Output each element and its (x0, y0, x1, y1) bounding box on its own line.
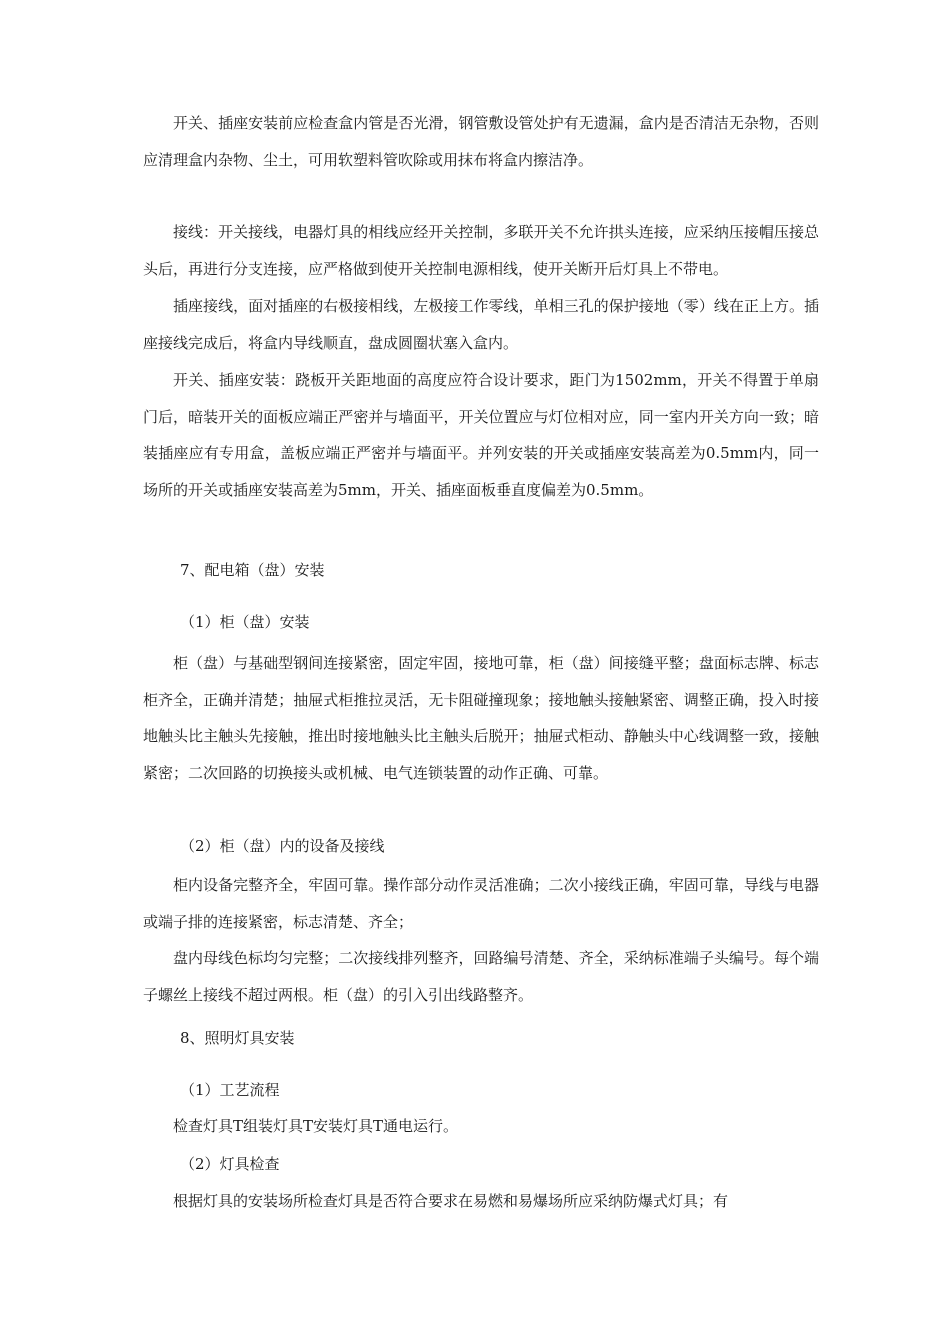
paragraph-switch-socket-check: 开关、插座安装前应检查盒内管是否光滑，钢管敷设管处护有无遗漏，盒内是否清洁无杂物，否则应清理盒内杂物、尘土，可用软塑料管吹除或用抹布将盒内擦洁净。 (143, 114, 819, 169)
subheading-7-1: （1）柜（盘）安装 (180, 613, 310, 631)
subheading-8-1: （1）工艺流程 (180, 1081, 280, 1099)
paragraph-cabinet-equipment: 柜内设备完整齐全，牢固可靠。操作部分动作灵活准确；二次小接线正确，牢固可靠，导线与电器或端子排的连接紧密，标志清楚、齐全； (143, 876, 819, 931)
paragraph-cabinet-install: 柜（盘）与基础型钢间连接紧密，固定牢固，接地可靠，柜（盘）间接缝平整；盘面标志牌、标志柜齐全，正确并清楚；抽屉式柜推拉灵活，无卡阻碰撞现象；接地触头接触紧密、调整正确，投入时接地触头比主触头先接触，推出时接地触头比主触头后脱开；抽屉式柜动、静触头中心线调整一致，接触紧密；二次回路的切换接头或机械、电气连锁装置的动作正确、可靠。 (143, 654, 819, 782)
paragraph-socket-wiring: 插座接线，面对插座的右极接相线，左极接工作零线，单相三孔的保护接地（零）线在正上方。插座接线完成后，将盒内导线顺直，盘成圆圈状塞入盒内。 (143, 297, 819, 352)
subheading-8-2: （2）灯具检查 (180, 1155, 280, 1173)
paragraph-lamp-check: 根据灯具的安装场所检查灯具是否符合要求在易燃和易爆场所应采纳防爆式灯具；有 (173, 1192, 729, 1210)
paragraph-switch-socket-install: 开关、插座安装：跷板开关距地面的高度应符合设计要求，距门为1502mm，开关不得置于单扇门后，暗装开关的面板应端正严密并与墙面平，开关位置应与灯位相对应，同一室内开关方向一致；暗装插座应有专用盒，盖板应端正严密并与墙面平。并列安装的开关或插座安装高差为0.5mm内，同一场所的开关或插座安装高差为5mm，开关、插座面板垂直度偏差为0.5mm。 (143, 371, 819, 499)
paragraph-busbar-wiring: 盘内母线色标均匀完整；二次接线排列整齐，回路编号清楚、齐全，采纳标准端子头编号。每个端子螺丝上接线不超过两根。柜（盘）的引入引出线路整齐。 (143, 949, 819, 1004)
section-heading-7: 7、配电箱（盘）安装 (180, 561, 325, 579)
paragraph-wiring: 接线：开关接线，电器灯具的相线应经开关控制，多联开关不允许拱头连接，应采纳压接帽压接总头后，再进行分支连接，应严格做到使开关控制电源相线，使开关断开后灯具上不带电。 (143, 223, 819, 278)
paragraph-process-flow: 检查灯具T组装灯具T安装灯具T通电运行。 (173, 1117, 459, 1135)
section-heading-8: 8、照明灯具安装 (180, 1029, 295, 1047)
subheading-7-2: （2）柜（盘）内的设备及接线 (180, 837, 385, 855)
